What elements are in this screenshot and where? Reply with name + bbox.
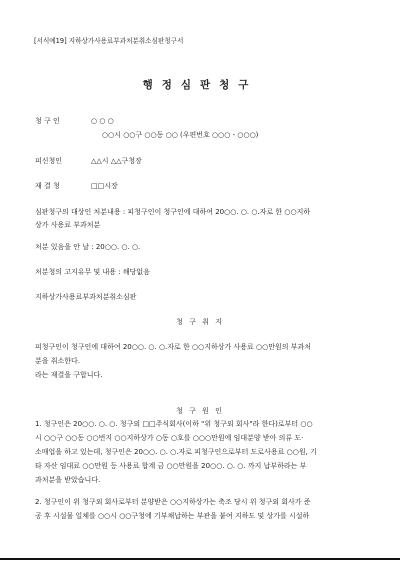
decision-agency-value: □□시장 (91, 182, 118, 190)
decision-agency-label: 재 결 청 (35, 182, 60, 190)
reasons-p2-line-1: 2. 청구인이 위 청구외 회사로부터 분양받은 ○○지하상가는 축조 당시 위 청구외 회사가 준 (35, 498, 311, 506)
respondent-label: 피신청인 (35, 157, 63, 165)
notice-date: 처분 있음을 안 날 : 20○○. ○. ○. (35, 243, 141, 251)
reasons-p2-line-2: 공 후 시설물 일체를 ○○시 ○○구청에 기부채납하는 부관을 붙여 지하도 및 상가를 시설하 (35, 512, 310, 520)
committee: 지하상가사용료부과처분취소심판 (35, 293, 137, 301)
reasons-p1-line-5: 과처분을 받았습니다. (35, 476, 101, 484)
purpose-line-1: 피청구인이 청구인에 대하여 20○○. ○. ○.자로 한 ○○지하상가 사용료 ○○만원의 부과처 (35, 343, 312, 351)
purpose-line-3: 라는 재결을 구합니다. (35, 371, 103, 379)
disposition-line-2: 상가 사용료 부과처분 (35, 221, 101, 229)
document-title: 행정심판청구 (142, 79, 258, 91)
reasons-p1-line-4: 타 자산 임대료 ○○만원 등 사용료 합계 금 ○○만원을 20○○. ○. ○. 까지 납부하라는 부 (35, 462, 307, 470)
respondent-value: △△시 △△구청장 (91, 157, 142, 165)
reasons-heading: 청 구 원 인 (176, 407, 224, 415)
purpose-heading: 청 구 취 지 (176, 318, 224, 326)
reasons-p1-line-2: 시 ○○구 ○○동 ○○번지 ○○지하상가 ○동 ○호를 ○○○만원에 임대분양 받아 의류 도· (35, 434, 304, 442)
reasons-p1-line-1: 1. 청구인은 20○○. ○. ○. 청구외 □□주식회사(이하 "위 청구외 회사"라 한다)로부터 ○○ (35, 420, 313, 428)
claimant-address: ○○시 ○○구 ○○동 ○○ (우편번호 ○○○ - ○○○) (102, 131, 259, 139)
notification: 처분청의 고지유무 및 내용 : 해당없음 (35, 268, 150, 276)
reasons-p1-line-3: 소매업을 하고 있는데, 청구인은 20○○. ○. ○.자로 피청구인으로부터 도로사용료 ○○원, 기 (35, 448, 317, 456)
disposition-line-1: 심판청구의 대상인 처분내용 : 피청구인이 청구인에 대하여 20○○. ○. ○.자로 한 ○○지하 (35, 208, 311, 216)
claimant-name: ○ ○ ○ (91, 117, 114, 125)
claimant-label: 청 구 인 (35, 117, 60, 125)
purpose-line-2: 분을 취소한다. (35, 357, 81, 365)
bottom-rule (0, 558, 400, 560)
form-label: [서식예19] 지하상가사용료부과처분취소심판청구서 (34, 37, 184, 45)
